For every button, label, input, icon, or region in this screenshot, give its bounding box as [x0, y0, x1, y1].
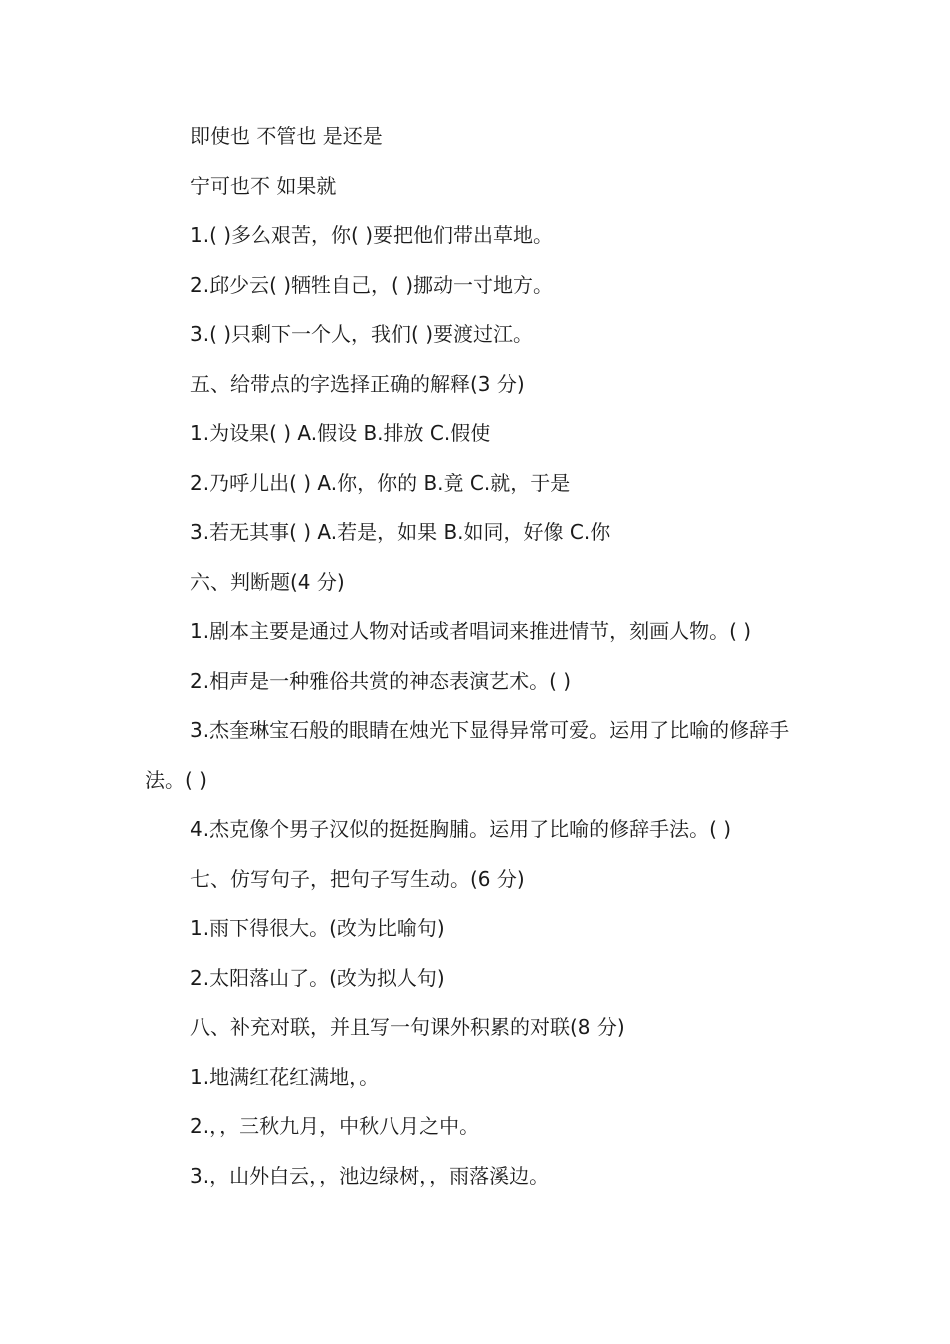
section-7-heading: 七、仿写句子，把句子写生动。(6 分)	[190, 866, 525, 891]
document-body	[145, 112, 815, 1201]
question-6-item-2: 2.相声是一种雅俗共赏的神态表演艺术。( )	[190, 668, 572, 693]
question-7-item-2: 2.太阳落山了。(改为拟人句)	[190, 965, 445, 990]
conjunction-options-1: 即使也 不管也 是还是	[190, 124, 383, 148]
conjunction-options-2: 宁可也不 如果就	[190, 173, 337, 198]
question-5-item-2: 2.乃呼儿出( ) A.你，你的 B.竟 C.就，于是	[190, 470, 571, 495]
question-8-item-2: 2.，，三秋九月，中秋八月之中。	[190, 1114, 480, 1138]
question-6-item-3: 3.杰奎琳宝石般的眼睛在烛光下显得异常可爱。运用了比喻的修辞手法。( )	[145, 718, 790, 792]
question-6-item-4: 4.杰克像个男子汉似的挺挺胸脯。运用了比喻的修辞手法。( )	[190, 817, 732, 841]
section-5-heading: 五、给带点的字选择正确的解释(3 分)	[190, 371, 525, 396]
question-8-item-1: 1.地满红花红满地，。	[190, 1064, 380, 1089]
question-4-item-2: 2.邱少云( )牺牲自己，( )挪动一寸地方。	[190, 272, 554, 297]
question-6-item-1: 1.剧本主要是通过人物对话或者唱词来推进情节，刻画人物。( )	[190, 619, 752, 643]
question-4-item-1: 1.( )多么艰苦，你( )要把他们带出草地。	[190, 223, 554, 247]
question-5-item-1: 1.为设果( ) A.假设 B.排放 C.假使	[190, 421, 491, 445]
question-8-item-3: 3.，山外白云，，池边绿树，，雨落溪边。	[190, 1163, 550, 1188]
question-5-item-3: 3.若无其事( ) A.若是，如果 B.如同，好像 C.你	[190, 520, 611, 544]
section-8-heading: 八、补充对联，并且写一句课外积累的对联(8 分)	[190, 1015, 625, 1039]
question-4-item-3: 3.( )只剩下一个人，我们( )要渡过江。	[190, 322, 534, 346]
question-7-item-1: 1.雨下得很大。(改为比喻句)	[190, 916, 445, 940]
section-6-heading: 六、判断题(4 分)	[190, 569, 345, 594]
